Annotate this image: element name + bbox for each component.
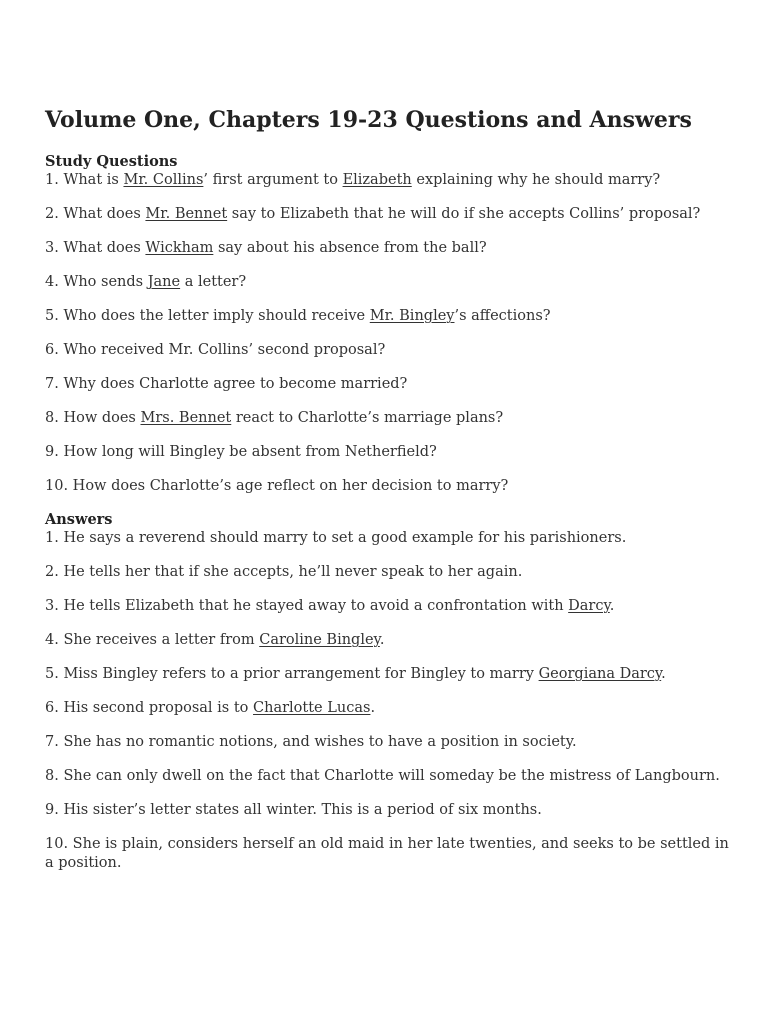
item-text: 7. She has no romantic notions, and wishes to have a position in society. bbox=[45, 734, 577, 750]
answer-item bbox=[45, 665, 735, 684]
item-text: . bbox=[370, 700, 376, 716]
item-text: 3. What does bbox=[45, 240, 146, 256]
document-page bbox=[45, 104, 735, 887]
item-text: . bbox=[379, 632, 385, 648]
answer-item bbox=[45, 835, 735, 873]
item-text: ’s affections? bbox=[454, 308, 551, 324]
question-item bbox=[45, 341, 735, 360]
link-wickham[interactable]: Wickham bbox=[145, 240, 214, 256]
question-item bbox=[45, 477, 735, 496]
answer-item bbox=[45, 733, 735, 752]
link-darcy[interactable]: Darcy bbox=[568, 598, 610, 614]
item-text: explaining why he should marry? bbox=[411, 172, 661, 188]
item-text: say about his absence from the ball? bbox=[213, 240, 487, 256]
question-item bbox=[45, 307, 735, 326]
item-text: 10. How does Charlotte’s age reflect on her decision to marry? bbox=[45, 478, 509, 494]
answer-item bbox=[45, 801, 735, 820]
question-item bbox=[45, 239, 735, 258]
item-text: 1. He says a reverend should marry to set a good example for his parishioners. bbox=[45, 530, 627, 546]
page-title: Volume One, Chapters 19-23 Questions and Answers bbox=[45, 107, 692, 133]
item-text: 5. Miss Bingley refers to a prior arrangement for Bingley to marry bbox=[45, 666, 539, 682]
study-questions-heading: Study Questions bbox=[45, 153, 178, 170]
item-text: 9. His sister’s letter states all winter. This is a period of six months. bbox=[45, 802, 542, 818]
answers-list bbox=[45, 529, 735, 873]
answer-item bbox=[45, 597, 735, 616]
item-text: 9. How long will Bingley be absent from Netherfield? bbox=[45, 444, 437, 460]
item-text: . bbox=[661, 666, 666, 682]
item-text: say to Elizabeth that he will do if she accepts Collins’ proposal? bbox=[227, 206, 701, 222]
answer-item bbox=[45, 699, 735, 718]
answer-item bbox=[45, 529, 735, 548]
item-text: 5. Who does the letter imply should receive bbox=[45, 308, 370, 324]
link-caroline-bingley[interactable]: Caroline Bingley bbox=[259, 632, 380, 648]
question-item bbox=[45, 375, 735, 394]
item-text: 4. Who sends bbox=[45, 274, 148, 290]
question-item bbox=[45, 205, 735, 224]
link-mr-collins[interactable]: Mr. Collins bbox=[123, 172, 204, 188]
link-jane[interactable]: Jane bbox=[147, 274, 181, 290]
answers-heading: Answers bbox=[45, 511, 113, 528]
item-text: 1. What is bbox=[45, 172, 124, 188]
link-georgiana-darcy[interactable]: Georgiana Darcy bbox=[538, 666, 662, 682]
question-item bbox=[45, 443, 735, 462]
item-text: a letter? bbox=[180, 274, 247, 290]
link-elizabeth[interactable]: Elizabeth bbox=[342, 172, 412, 188]
question-item bbox=[45, 273, 735, 292]
item-text: react to Charlotte’s marriage plans? bbox=[231, 410, 504, 426]
item-text: 8. How does bbox=[45, 410, 141, 426]
item-text: 6. Who received Mr. Collins’ second proposal? bbox=[45, 342, 386, 358]
item-text: ’ first argument to bbox=[203, 172, 343, 188]
study-questions-section bbox=[45, 152, 735, 496]
item-text: 10. She is plain, considers herself an old maid in her late twenties, and seeks to be settled in a position. bbox=[45, 836, 729, 871]
item-text: 7. Why does Charlotte agree to become married? bbox=[45, 376, 408, 392]
answer-item bbox=[45, 631, 735, 650]
item-text: 6. His second proposal is to bbox=[45, 700, 254, 716]
item-text: 4. She receives a letter from bbox=[45, 632, 260, 648]
link-charlotte-lucas[interactable]: Charlotte Lucas bbox=[253, 700, 371, 716]
item-text: . bbox=[609, 598, 615, 614]
link-mr-bennet[interactable]: Mr. Bennet bbox=[145, 206, 228, 222]
link-mr-bingley[interactable]: Mr. Bingley bbox=[369, 308, 455, 324]
link-mrs-bennet[interactable]: Mrs. Bennet bbox=[140, 410, 232, 426]
question-item bbox=[45, 409, 735, 428]
item-text: 3. He tells Elizabeth that he stayed away to avoid a confrontation with bbox=[45, 598, 569, 614]
item-text: 2. What does bbox=[45, 206, 146, 222]
study-questions-list bbox=[45, 171, 735, 496]
question-item bbox=[45, 171, 735, 190]
answers-section bbox=[45, 510, 735, 873]
answer-item bbox=[45, 767, 735, 786]
answer-item bbox=[45, 563, 735, 582]
item-text: 8. She can only dwell on the fact that Charlotte will someday be the mistress of Langbourn. bbox=[45, 768, 720, 784]
item-text: 2. He tells her that if she accepts, he’ll never speak to her again. bbox=[45, 564, 523, 580]
